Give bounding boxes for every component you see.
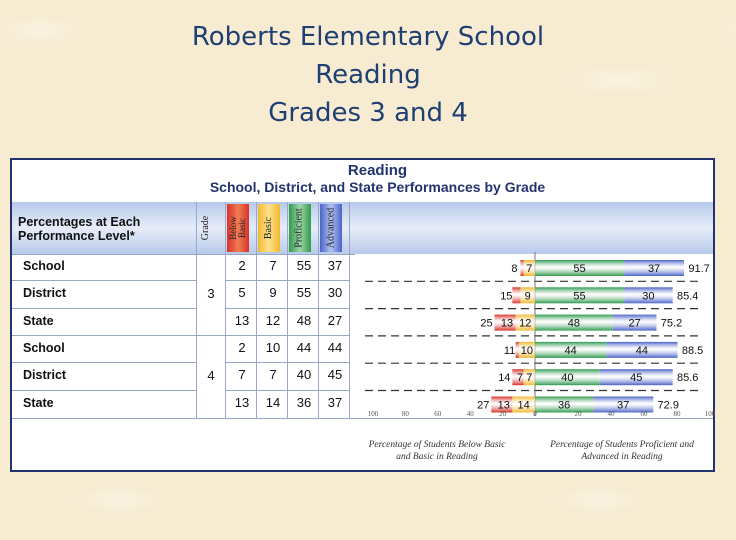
row-label: School bbox=[23, 340, 65, 355]
table-rule bbox=[225, 390, 349, 391]
cell-basic: 14 bbox=[265, 394, 281, 410]
cell-advanced: 37 bbox=[327, 394, 343, 410]
data-label-right: 44 bbox=[635, 344, 649, 357]
data-label-left: 15 bbox=[500, 290, 513, 303]
cell-basic: 9 bbox=[269, 285, 277, 301]
title-line-2: Reading bbox=[315, 60, 421, 90]
tick-label-right: 80 bbox=[673, 410, 681, 418]
tick-label-left: 0 bbox=[533, 410, 537, 418]
data-label-right: 48 bbox=[567, 317, 581, 330]
chart-subtitle: School, District, and State Performances by Grade bbox=[209, 179, 546, 195]
data-label-right: 30 bbox=[642, 290, 655, 303]
table-rule bbox=[12, 308, 196, 309]
tick-label-right: 60 bbox=[640, 410, 648, 418]
row-label: State bbox=[23, 313, 54, 328]
table-rule bbox=[256, 202, 257, 418]
data-label-left: 11 bbox=[503, 344, 516, 357]
cell-proficient: 44 bbox=[296, 339, 312, 355]
cell-basic: 12 bbox=[265, 312, 281, 328]
data-label-left: 25 bbox=[480, 317, 493, 330]
cell-proficient: 55 bbox=[296, 285, 312, 301]
tick-label-left: 20 bbox=[499, 410, 507, 418]
data-label-right: 40 bbox=[561, 372, 574, 385]
row-label: District bbox=[23, 368, 67, 383]
data-label-total: 72.9 bbox=[657, 399, 679, 412]
data-label-right: 36 bbox=[558, 399, 571, 412]
col-header-proficient: Proficient bbox=[289, 204, 311, 252]
cell-proficient: 40 bbox=[296, 367, 312, 383]
cell-advanced: 45 bbox=[327, 367, 343, 383]
data-label-left: 13 bbox=[497, 399, 510, 412]
tick-label-right: 20 bbox=[574, 410, 582, 418]
data-label-total: 85.6 bbox=[676, 372, 699, 385]
table-rule bbox=[318, 202, 319, 418]
tick-label-left: 80 bbox=[401, 410, 409, 418]
cell-proficient: 55 bbox=[296, 258, 312, 273]
table-rule bbox=[225, 362, 349, 363]
bar-below-basic bbox=[520, 260, 523, 276]
data-label-left: 7 bbox=[516, 372, 524, 385]
data-label-right: 55 bbox=[573, 290, 586, 303]
slide-title bbox=[0, 18, 736, 132]
row-label: School bbox=[23, 259, 65, 273]
title-line-3: Grades 3 and 4 bbox=[268, 98, 468, 128]
table-rule bbox=[12, 362, 196, 363]
cell-advanced: 37 bbox=[327, 258, 343, 273]
cell-below-basic: 5 bbox=[238, 285, 246, 301]
cell-basic: 7 bbox=[269, 258, 277, 273]
table-rule bbox=[12, 335, 349, 336]
cell-advanced: 44 bbox=[327, 339, 343, 355]
table-rule bbox=[225, 202, 226, 418]
table-rule bbox=[12, 280, 196, 281]
data-label-right: 37 bbox=[617, 399, 630, 412]
tick-label-right: 100 bbox=[704, 410, 716, 418]
table-rule bbox=[12, 390, 196, 391]
row-label: District bbox=[23, 286, 67, 301]
table-rule bbox=[196, 202, 197, 418]
data-label-left: 9 bbox=[524, 290, 531, 303]
grade-value: 4 bbox=[207, 367, 215, 383]
col-header-grade: Grade bbox=[200, 215, 211, 241]
tick-label-left: 100 bbox=[367, 410, 379, 418]
data-label-right: 45 bbox=[630, 372, 643, 385]
data-label-left: 14 bbox=[517, 399, 530, 412]
data-label-total: 85.4 bbox=[676, 290, 699, 303]
right-axis-label: Percentage of Students Proficient and Advanced in Reading bbox=[550, 440, 694, 462]
col-header-advanced: Advanced bbox=[320, 204, 342, 252]
tick-label-left: 40 bbox=[466, 410, 474, 418]
bar-below-basic bbox=[512, 287, 520, 303]
data-label-left: 13 bbox=[500, 317, 514, 330]
col-header-basic: Basic bbox=[258, 204, 280, 252]
cell-proficient: 48 bbox=[296, 312, 312, 328]
data-label-right: 55 bbox=[573, 263, 586, 275]
title-line-1: Roberts Elementary School bbox=[191, 22, 545, 52]
table-rule bbox=[349, 202, 350, 418]
chart-panel bbox=[10, 158, 715, 472]
data-label-right: 27 bbox=[628, 317, 641, 330]
table-rule bbox=[287, 202, 288, 418]
chart-heading bbox=[12, 162, 713, 195]
cell-below-basic: 13 bbox=[234, 312, 250, 328]
table-rule bbox=[225, 308, 349, 309]
chart-title: Reading bbox=[347, 162, 408, 179]
cell-basic: 10 bbox=[265, 339, 281, 355]
cell-below-basic: 7 bbox=[238, 367, 246, 383]
table-rule bbox=[225, 280, 349, 281]
data-label-left: 8 bbox=[511, 263, 518, 275]
diverging-bar-chart bbox=[355, 252, 716, 422]
left-axis-label: Percentage of Students Below Basic and Basic in Reading bbox=[368, 440, 506, 462]
data-label-left: 27 bbox=[477, 399, 490, 412]
cell-below-basic: 2 bbox=[238, 258, 246, 273]
tick-label-right: 40 bbox=[607, 410, 615, 418]
data-label-total: 75.2 bbox=[660, 317, 683, 330]
data-label-right: 37 bbox=[647, 263, 661, 275]
data-label-total: 88.5 bbox=[681, 344, 704, 357]
cell-advanced: 27 bbox=[327, 312, 343, 328]
col-header-below-basic: Below Basic bbox=[227, 204, 249, 252]
row-label: State bbox=[23, 395, 54, 410]
cell-proficient: 36 bbox=[296, 394, 312, 410]
data-label-left: 7 bbox=[526, 263, 533, 275]
data-label-total: 91.7 bbox=[688, 263, 710, 275]
data-label-left: 14 bbox=[498, 372, 511, 385]
cell-below-basic: 2 bbox=[238, 339, 246, 355]
cell-advanced: 30 bbox=[327, 285, 343, 301]
cell-basic: 7 bbox=[269, 367, 277, 383]
cell-below-basic: 13 bbox=[234, 394, 250, 410]
bar-below-basic bbox=[516, 342, 519, 358]
grade-value: 3 bbox=[207, 286, 215, 301]
table-header-label: Percentages at Each Performance Level* bbox=[18, 215, 141, 243]
data-label-left: 12 bbox=[519, 317, 532, 330]
tick-label-left: 60 bbox=[434, 410, 442, 418]
data-label-left: 7 bbox=[526, 372, 533, 385]
table-rule bbox=[12, 254, 355, 255]
data-label-left: 10 bbox=[520, 344, 534, 357]
data-label-right: 44 bbox=[564, 344, 577, 357]
